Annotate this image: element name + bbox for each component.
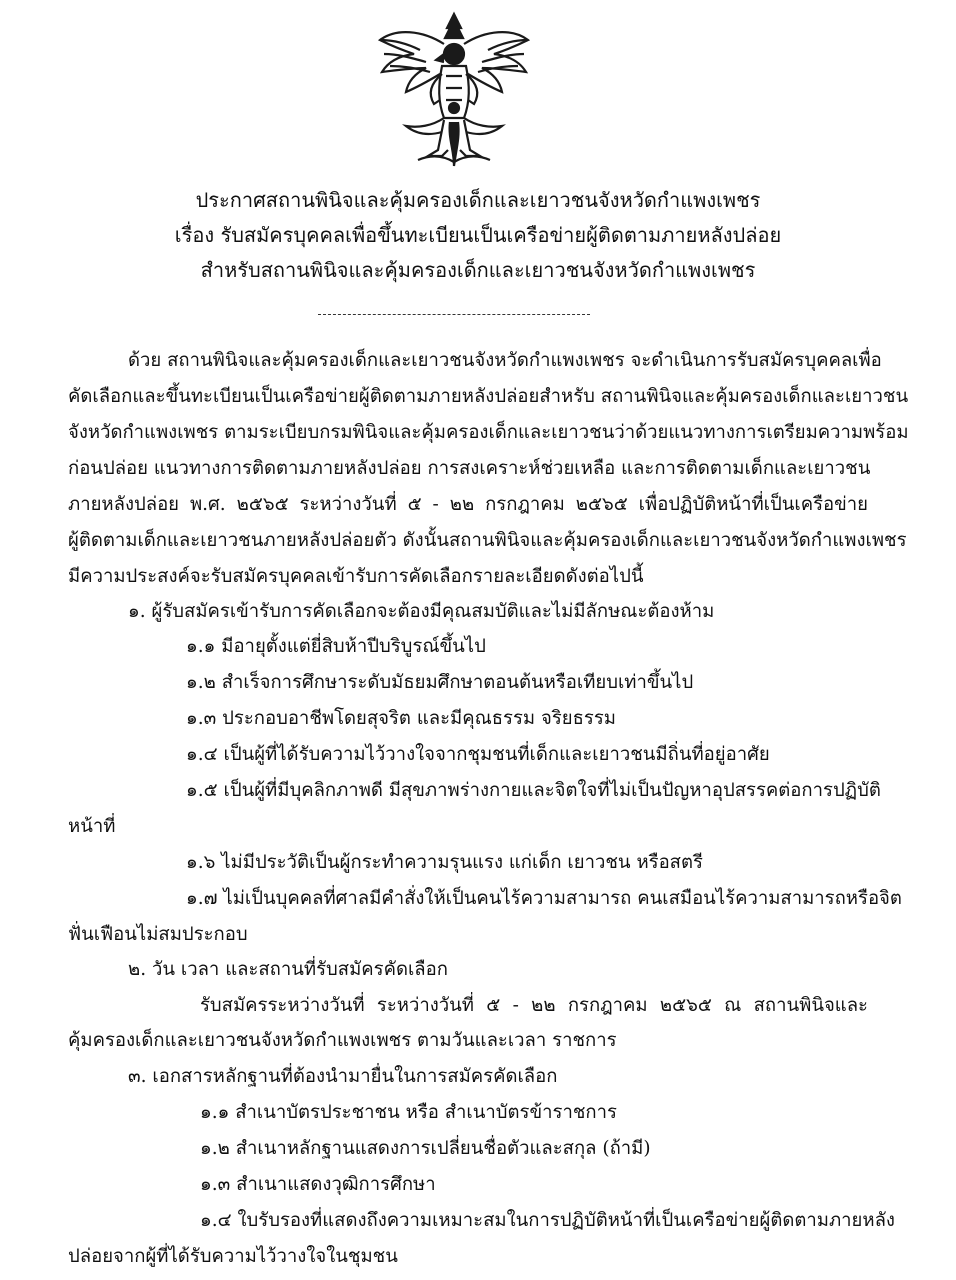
- section-1-item-5: ๑.๕ เป็นผู้ที่มีบุคลิกภาพดี มีสุขภาพร่างกายและจิตใจที่ไม่เป็นปัญหาอุปสรรคต่อการปฏิบัติ: [186, 780, 881, 801]
- section-1-item-6: ๑.๖ ไม่มีประวัติเป็นผู้กระทำความรุนแรง แก่เด็ก เยาวชน หรือสตรี: [186, 852, 703, 873]
- intro-line-6: ผู้ติดตามเด็กและเยาวชนภายหลังปล่อยตัว ดังนั้นสถานพินิจและคุ้มครองเด็กและเยาวชนจังหวัดกำแพงเพชร: [68, 530, 907, 551]
- section-1-item-2: ๑.๒ สำเร็จการศึกษาระดับมัธยมศึกษาตอนต้นหรือเทียบเท่าขึ้นไป: [186, 672, 694, 693]
- section-2-line-1: รับสมัครระหว่างวันที่ ระหว่างวันที่ ๕ - ๒๒ กรกฎาคม ๒๕๖๕ ณ สถานพินิจและ: [200, 995, 868, 1016]
- section-3-title: ๓. เอกสารหลักฐานที่ต้องนำมายื่นในการสมัครคัดเลือก: [128, 1066, 558, 1087]
- section-1-title: ๑. ผู้รับสมัครเข้ารับการคัดเลือกจะต้องมีคุณสมบัติและไม่มีลักษณะต้องห้าม: [128, 601, 715, 622]
- section-3-item-2: ๑.๒ สำเนาหลักฐานแสดงการเปลี่ยนชื่อตัวและสกุล (ถ้ามี): [200, 1138, 651, 1159]
- section-3-item-1: ๑.๑ สำเนาบัตรประชาชน หรือ สำเนาบัตรข้าราชการ: [200, 1102, 617, 1123]
- intro-line-7: มีความประสงค์จะรับสมัครบุคคลเข้ารับการคัดเลือกรายละเอียดดังต่อไปนี้: [68, 566, 644, 587]
- section-3-item-4: ๑.๔ ใบรับรองที่แสดงถึงความเหมาะสมในการปฏิบัติหน้าที่เป็นเครือข่ายผู้ติดตามภายหลัง: [200, 1210, 895, 1231]
- section-2-title: ๒. วัน เวลา และสถานที่รับสมัครคัดเลือก: [128, 959, 448, 980]
- section-3-item-4-cont: ปล่อยจากผู้ที่ได้รับความไว้วางใจในชุมชน: [68, 1246, 398, 1267]
- section-2-line-2: คุ้มครองเด็กและเยาวชนจังหวัดกำแพงเพชร ตามวันและเวลา ราชการ: [68, 1030, 617, 1051]
- intro-line-4: ก่อนปล่อย แนวทางการติดตามภายหลังปล่อย การสงเคราะห์ช่วยเหลือ และการติดตามเด็กและเยาวชน: [68, 458, 871, 479]
- section-1-item-7: ๑.๗ ไม่เป็นบุคคลที่ศาลมีคำสั่งให้เป็นคนไร้ความสามารถ คนเสมือนไร้ความสามารถหรือจิต: [186, 888, 902, 909]
- intro-line-2: คัดเลือกและขึ้นทะเบียนเป็นเครือข่ายผู้ติดตามภายหลังปล่อยสำหรับ สถานพินิจและคุ้มครองเด็กและเยาวชน: [68, 386, 909, 407]
- header-line-2: เรื่อง รับสมัครบุคคลเพื่อขึ้นทะเบียนเป็นเครือข่ายผู้ติดตามภายหลังปล่อย: [174, 223, 782, 247]
- header-divider: [318, 314, 590, 315]
- section-1-item-1: ๑.๑ มีอายุตั้งแต่ยี่สิบห้าปีบริบูรณ์ขึ้นไป: [186, 636, 486, 657]
- section-1-item-3: ๑.๓ ประกอบอาชีพโดยสุจริต และมีคุณธรรม จริยธรรม: [186, 708, 616, 729]
- section-1-item-4: ๑.๔ เป็นผู้ที่ได้รับความไว้วางใจจากชุมชนที่เด็กและเยาวชนมีถิ่นที่อยู่อาศัย: [186, 744, 770, 765]
- header-line-3: สำหรับสถานพินิจและคุ้มครองเด็กและเยาวชนจังหวัดกำแพงเพชร: [200, 258, 756, 282]
- intro-line-5: ภายหลังปล่อย พ.ศ. ๒๕๖๕ ระหว่างวันที่ ๕ - ๒๒ กรกฎาคม ๒๕๖๕ เพื่อปฏิบัติหน้าที่เป็นเครือข่าย: [68, 494, 868, 515]
- garuda-emblem-icon: [372, 10, 536, 170]
- intro-line-3: จังหวัดกำแพงเพชร ตามระเบียบกรมพินิจและคุ้มครองเด็กและเยาวชนว่าด้วยแนวทางการเตรียมความพร้อม: [68, 422, 909, 443]
- section-1-item-5-cont: หน้าที่: [68, 816, 116, 837]
- section-3-item-3: ๑.๓ สำเนาแสดงวุฒิการศึกษา: [200, 1174, 436, 1195]
- section-1-item-7-cont: ฟั่นเฟือนไม่สมประกอบ: [68, 924, 248, 945]
- intro-line-1: ด้วย สถานพินิจและคุ้มครองเด็กและเยาวชนจังหวัดกำแพงเพชร จะดำเนินการรับสมัครบุคคลเพื่อ: [128, 350, 882, 371]
- header-line-1: ประกาศสถานพินิจและคุ้มครองเด็กและเยาวชนจังหวัดกำแพงเพชร: [195, 188, 761, 212]
